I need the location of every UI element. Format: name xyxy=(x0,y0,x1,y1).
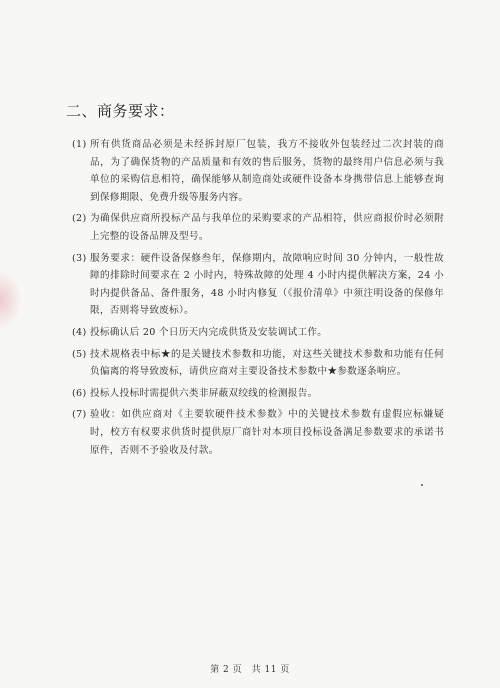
list-item xyxy=(72,324,444,342)
item-number: (5) xyxy=(72,348,87,360)
seal-stamp-fragment xyxy=(0,270,22,330)
item-number: (4) xyxy=(72,326,87,338)
page-footer: 第 2 页 共 11 页 xyxy=(210,665,290,675)
list-item xyxy=(72,250,444,320)
list-item xyxy=(72,136,444,206)
list-item xyxy=(72,210,444,245)
item-text: 技术规格表中标★的是关键技术参数和功能，对这些关键技术参数和功能有任何负偏离的将导致废标，请供应商对主要设备技术参数中★参数逐条响应。 xyxy=(90,348,444,378)
item-number: (2) xyxy=(72,213,87,225)
item-text: 验收：如供应商对《主要软硬件技术参数》中的关键技术参数有虚假应标嫌疑时，校方有权要求供货时提供原厂商针对本项目投标设备满足参数要求的承诺书原件，否则不予验收及付款。 xyxy=(90,409,444,456)
item-text: 为确保供应商所投标产品与我单位的采购要求的产品相符，供应商报价时必须附上完整的设备品牌及型号。 xyxy=(90,213,444,242)
section-heading: 二、商务要求： xyxy=(66,102,175,120)
item-number: (6) xyxy=(72,387,87,399)
item-number: (1) xyxy=(72,139,87,150)
list-item xyxy=(72,385,444,403)
item-text: 投标确认后 20 个日历天内完成供货及安装调试工作。 xyxy=(90,326,328,338)
item-text: 所有供货商品必须是未经拆封原厂包装，我方不接收外包装经过二次封装的商品，为了确保货物的产品质量和有效的售后服务，货物的最终用户信息必须与我单位的采购信息相符，确保能够从制造商处或硬件设备本身携带信息上能够查询到保修期限、免费升级等服务内容。 xyxy=(90,139,444,203)
list-item xyxy=(72,346,444,381)
ink-speck xyxy=(421,484,423,486)
item-text: 服务要求：硬件设备保修叁年，保修期内，故障响应时间 30 分钟内，一般性故障的排除时间要求在 2 小时内，特殊故障的处理 4 小时内提供解决方案，24 小时内提供备品、备件服务，48 小时内修复（《报价清单》中须注明设备的保修年限，否则将导致废标）。 xyxy=(90,252,444,317)
requirements-list xyxy=(72,136,444,463)
item-number: (7) xyxy=(72,409,87,421)
item-number: (3) xyxy=(72,252,87,264)
list-item xyxy=(72,406,444,459)
item-text: 投标人投标时需提供六类非屏蔽双绞线的检测报告。 xyxy=(90,387,318,399)
